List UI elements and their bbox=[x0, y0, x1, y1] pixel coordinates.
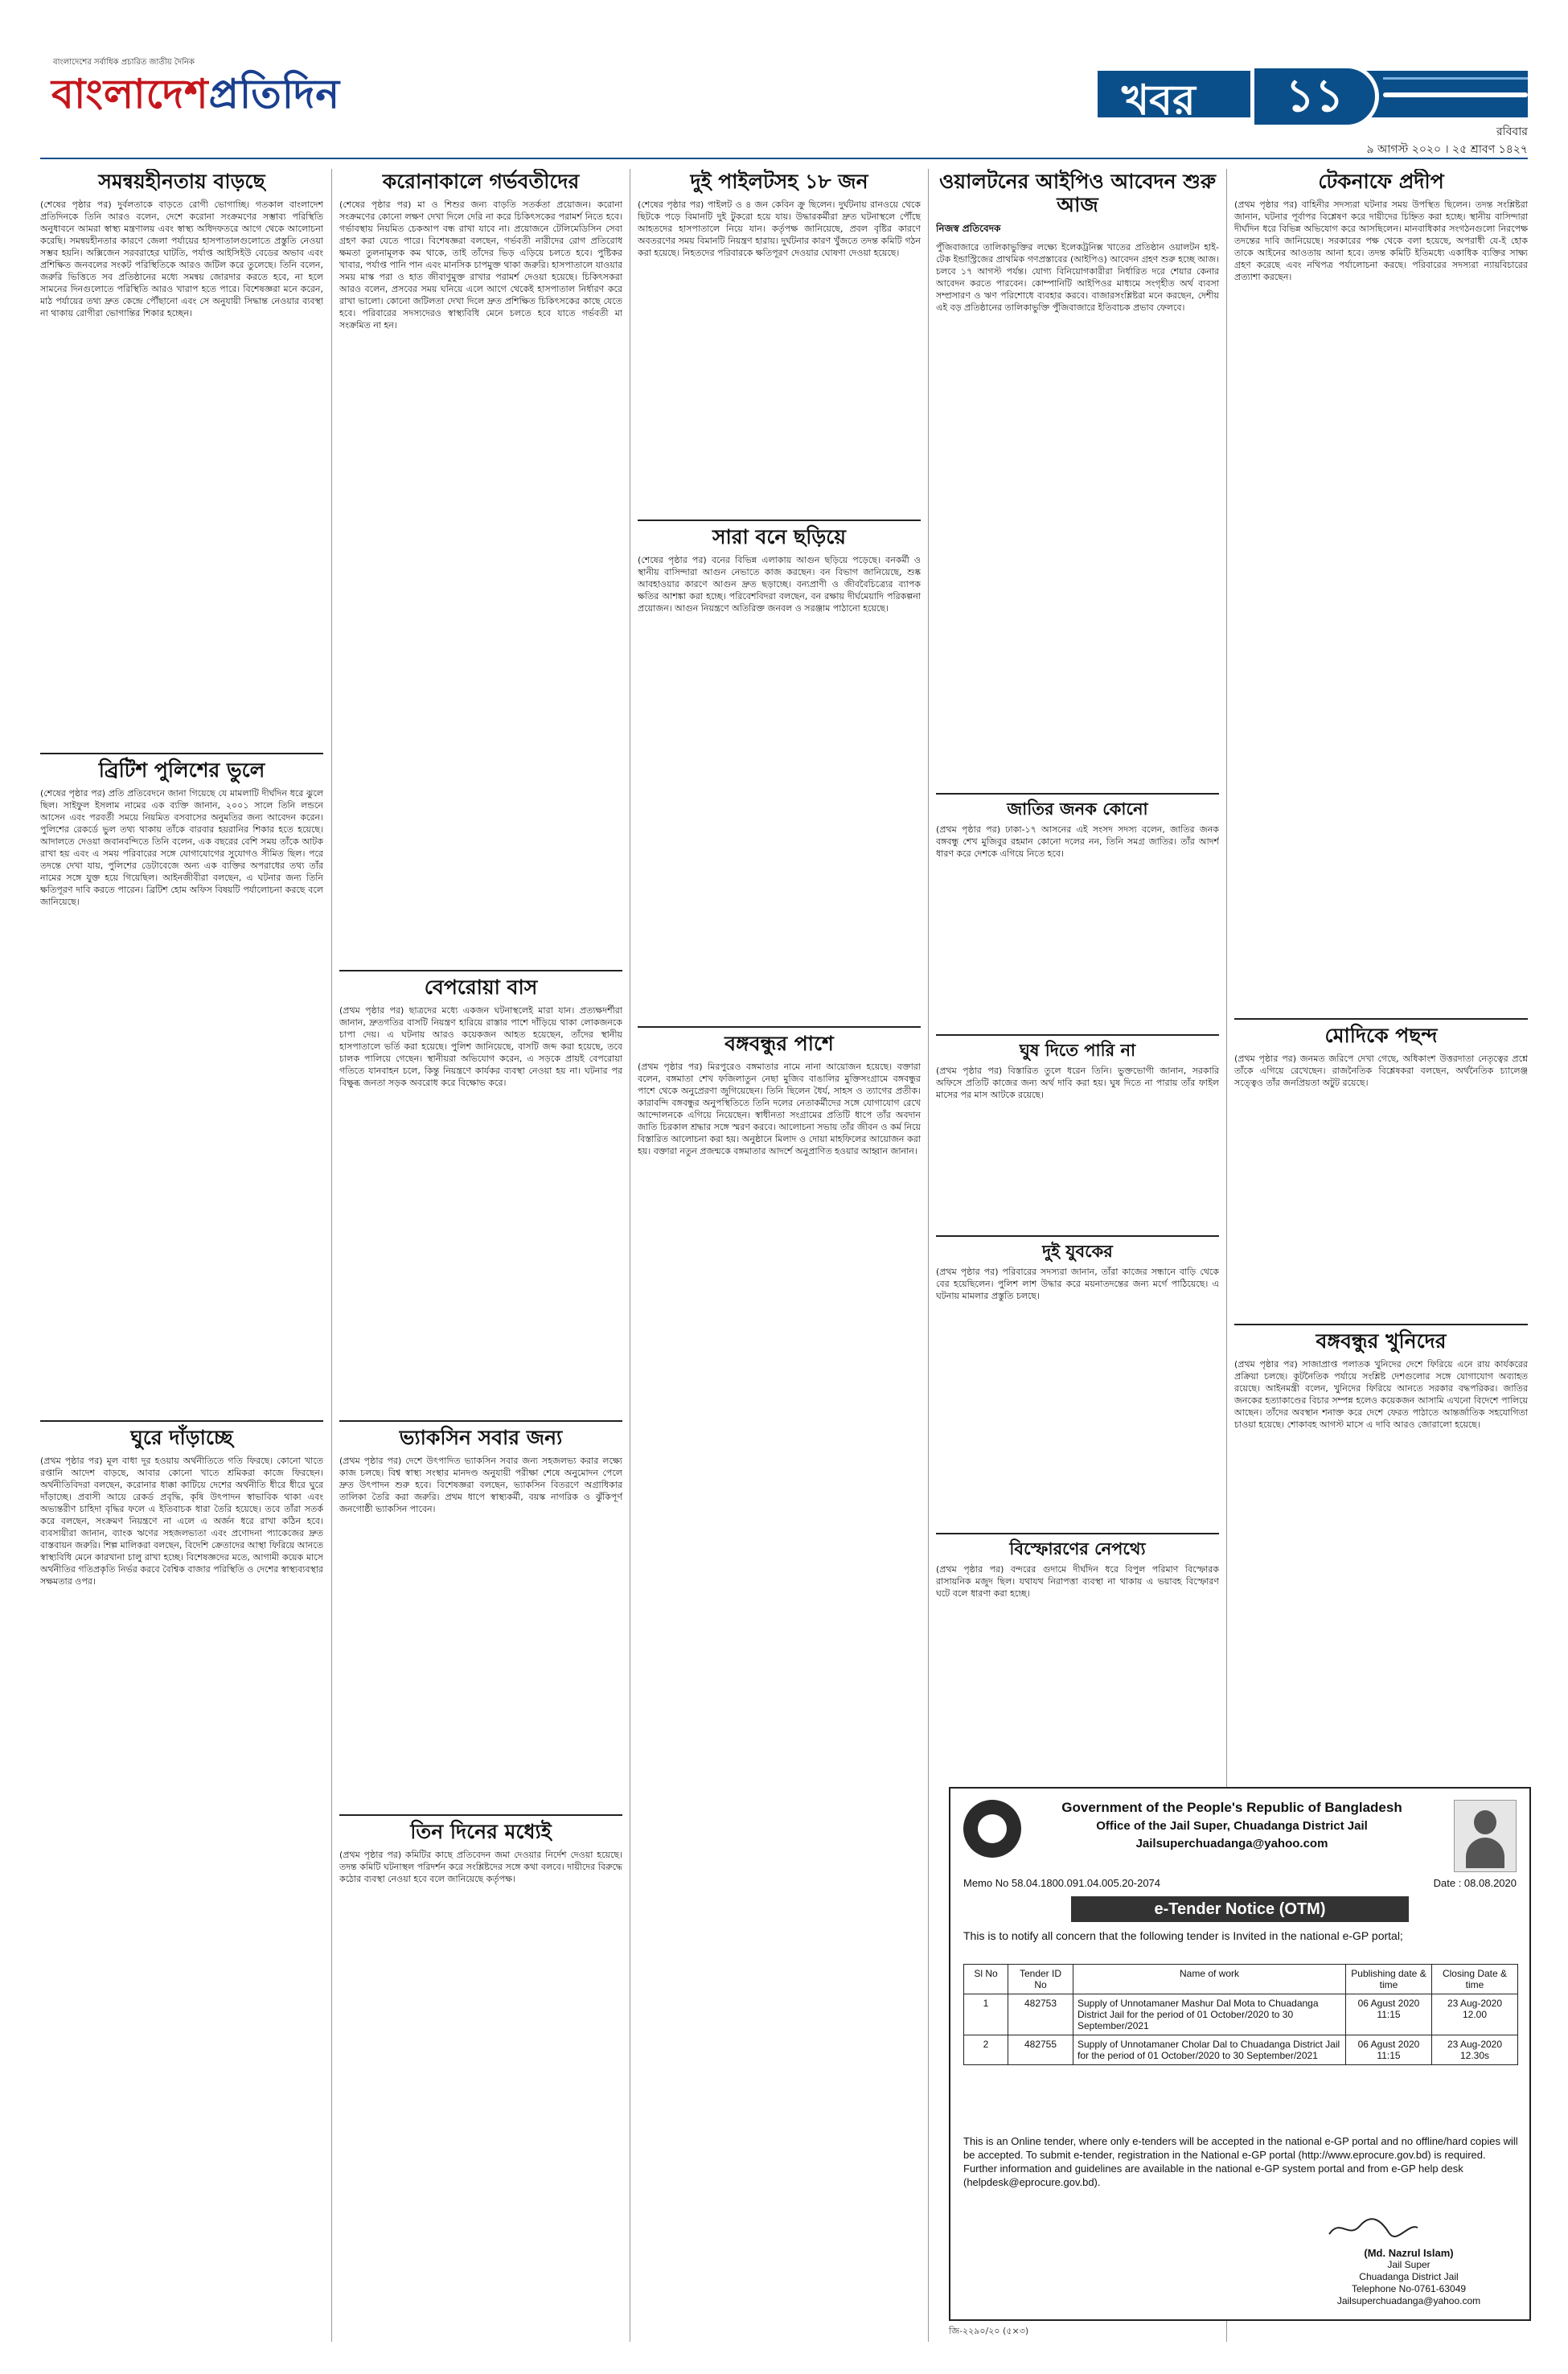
cell-publish: 06 Agust 2020 11:15 bbox=[1346, 1994, 1432, 2035]
government-seal-icon bbox=[963, 1800, 1021, 1858]
article-recovery[interactable] bbox=[40, 1415, 323, 2340]
article-two-pilots[interactable] bbox=[638, 169, 921, 507]
article-body: (প্রথম পৃষ্ঠার পর) সাজাপ্রাপ্ত পলাতক খুনিদের দেশে ফিরিয়ে এনে রায় কার্যকরের প্রক্রিয়া চলছে। কূটনৈতিক পর্যায়ে সংশ্লিষ্ট দেশগুলোর সঙ্গে যোগাযোগ অব্যাহত রয়েছে। আইনমন্ত্রী বলেন, খুনিদের ফিরিয়ে আনতে সরকার বদ্ধপরিকর। জাতির জনকের হত্যাকাণ্ডের বিচার সম্পন্ন হলেও কয়েকজন আসামি এখনো বিদেশে পালিয়ে আছেন। তাঁদের অবস্থান শনাক্ত করে দেশে ফেরত পাঠাতে আন্তর্জাতিক সহযোগিতা চাওয়া হয়েছে। শোকাবহ আগস্ট মাসে এ দাবি আরও জোরালো হয়েছে। bbox=[1234, 1358, 1528, 1430]
article-headline: ওয়ালটনের আইপিও আবেদন শুরু আজ bbox=[938, 170, 1217, 216]
masthead bbox=[0, 0, 1568, 156]
col-header: Name of work bbox=[1073, 1965, 1346, 1994]
column-divider bbox=[928, 169, 929, 2342]
tender-notice bbox=[949, 1787, 1531, 2321]
signer-email: Jailsuperchuadanga@yahoo.com bbox=[1336, 2295, 1481, 2306]
cell-close: 23 Aug-2020 12.30s bbox=[1432, 2035, 1518, 2065]
article-body: (শেষের পৃষ্ঠার পর) দুর্বলতাকে বাড়তে রোগী ভোগাচ্ছি। গতকাল বাংলাদেশ প্রতিদিনকে তিনি আরও বলেন, দেশে করোনা সংক্রমণের সম্ভাব্য পরিস্থিতি অনুধাবনে আমরা স্বাস্থ্য মন্ত্রণালয় এবং স্বাস্থ্য অধিদফতরে আগে থেকে আলোচনা করেছি। সমন্বয়হীনতার কারণে জেলা পর্যায়ের হাসপাতালগুলোতে প্রস্তুতি নেওয়া সম্ভব হয়নি। অক্সিজেন সরবরাহের ঘাটতি, পর্যাপ্ত আইসিইউ বেডের অভাব এবং প্রশিক্ষিত জনবলের সংকট পরিস্থিতিকে আরও জটিল করে তুলেছে। তিনি বলেন, জরুরি ভিত্তিতে সব প্রতিষ্ঠানের মধ্যে সমন্বয় জোরদার করতে হবে, না হলে সামনের দিনগুলোতে পরিস্থিতি আরও খারাপ হতে পারে। বিশেষজ্ঞরা মনে করেন, মাঠ পর্যায়ের তথ্য দ্রুত কেন্দ্রে পৌঁছানো এবং সে অনুযায়ী সিদ্ধান্ত নেওয়ার ব্যবস্থা না থাকায় রোগীরা ভোগান্তির শিকার হচ্ছেন। bbox=[40, 199, 323, 318]
article-vaccine[interactable] bbox=[339, 1415, 622, 1801]
article-body: (প্রথম পৃষ্ঠার পর) মূল বাধা দূর হওয়ায় অর্থনীতিতে গতি ফিরছে। কোনো খাতে রপ্তানি আদেশ বাড়ছে, আবার কোনো খাতে শ্রমিকরা কাজে ফিরছেন। অর্থনীতিবিদরা বলছেন, করোনার ধাক্কা কাটিয়ে দেশের অর্থনীতি ধীরে ধীরে ঘুরে দাঁড়াচ্ছে। প্রবাসী আয়ে রেকর্ড প্রবৃদ্ধি, কৃষি উৎপাদন স্বাভাবিক থাকা এবং অভ্যন্তরীণ চাহিদা বৃদ্ধির ফলে এ ইতিবাচক ধারা তৈরি হয়েছে। তবে তাঁরা সতর্ক করে বলছেন, সংক্রমণ নিয়ন্ত্রণে না এলে এ অর্জন ধরে রাখা কঠিন হবে। ব্যবসায়ীরা জানান, ব্যাংক ঋণের সহজলভ্যতা এবং প্রণোদনা প্যাকেজের দ্রুত বাস্তবায়ন জরুরি। শিল্প মালিকরা বলছেন, বিদেশি ক্রেতাদের আস্থা ফিরিয়ে আনতে স্বাস্থ্যবিধি মেনে কারখানা চালু রাখা হচ্ছে। বিশেষজ্ঞদের মতে, আগামী কয়েক মাসে অর্থনীতির গতিপ্রকৃতি নির্ভর করবে বৈশ্বিক বাজার পরিস্থিতি ও দেশের স্বাস্থ্যব্যবস্থার সক্ষমতার ওপর। bbox=[40, 1455, 323, 1587]
col-header: Sl No bbox=[964, 1965, 1008, 1994]
article-walton-ipo[interactable] bbox=[936, 169, 1219, 780]
signer-phone: Telephone No-0761-63049 bbox=[1351, 2283, 1467, 2294]
article-three-days[interactable] bbox=[339, 1809, 622, 2340]
article-headline: জাতির জনক কোনো bbox=[1007, 799, 1148, 819]
signature-icon bbox=[1324, 2215, 1421, 2242]
signer-org: Chuadanga District Jail bbox=[1359, 2271, 1459, 2282]
article-headline: ঘুরে দাঁড়াচ্ছে bbox=[130, 1426, 233, 1449]
article-two-youths[interactable] bbox=[936, 1230, 1219, 1520]
portrait-image bbox=[1454, 1800, 1517, 1872]
article-explosion[interactable] bbox=[936, 1528, 1219, 1777]
divider bbox=[40, 753, 323, 754]
article-body: (প্রথম পৃষ্ঠার পর) মিরপুরেও বঙ্গমাতার নামে নানা আয়োজন হয়েছে। বক্তারা বলেন, বঙ্গমাতা শেখ ফজিলাতুন নেছা মুজিব বাঙালির মুক্তিসংগ্রামে বঙ্গবন্ধুর পাশে থেকে অনুপ্রেরণা জুগিয়েছেন। তিনি ছিলেন ধৈর্য, সাহস ও ত্যাগের প্রতীক। কারাবন্দি বঙ্গবন্ধুর অনুপস্থিতিতে তিনি দলের নেতাকর্মীদের সঙ্গে যোগাযোগ রেখে আন্দোলনকে এগিয়ে নিয়েছেন। স্বাধীনতা সংগ্রামের প্রতিটি ধাপে তাঁর অবদান জাতি চিরকাল শ্রদ্ধার সঙ্গে স্মরণ করবে। আলোচনা সভায় তাঁর জীবন ও কর্ম নিয়ে বিস্তারিত আলোচনা করা হয়। অনুষ্ঠানে মিলাদ ও দোয়া মাহফিলের আয়োজন করা হয়। বক্তারা নতুন প্রজন্মকে বঙ্গমাতার আদর্শে অনুপ্রাণিত হওয়ার আহ্বান জানান। bbox=[638, 1061, 921, 1156]
page-number: ১১ bbox=[1250, 64, 1379, 129]
article-teknaf[interactable] bbox=[1234, 169, 1528, 1005]
article-body: (শেষের পৃষ্ঠার পর) মা ও শিশুর জন্য বাড়তি সতর্কতা প্রয়োজন। করোনা সংক্রমণের কোনো লক্ষণ দেখা দিলে দেরি না করে চিকিৎসকের পরামর্শ নিতে হবে। গর্ভাবস্থায় নিয়মিত চেকআপ বন্ধ রাখা যাবে না। প্রয়োজনে টেলিমেডিসিন সেবা গ্রহণ করা যেতে পারে। বিশেষজ্ঞরা বলছেন, গর্ভবতী নারীদের রোগ প্রতিরোধ ক্ষমতা তুলনামূলক কম থাকে, তাই তাঁদের ভিড় এড়িয়ে চলতে হবে। পুষ্টিকর খাবার, পর্যাপ্ত পানি পান এবং মানসিক চাপমুক্ত থাকা জরুরি। হাসপাতালে যাওয়ার সময় মাস্ক পরা ও হাত জীবাণুমুক্ত রাখার পরামর্শ দেওয়া হয়েছে। চিকিৎসকরা আরও বলেন, প্রসবের সময় ঘনিয়ে এলে আগে থেকেই হাসপাতাল নির্ধারণ করে রাখা ভালো। কোনো জটিলতা দেখা দিলে দ্রুত প্রশিক্ষিত চিকিৎসকের কাছে যেতে হবে। পরিবারের সদস্যদেরও স্বাস্থ্যবিধি মেনে চলতে হবে যাতে গর্ভবতী মা সংক্রমিত না হন। bbox=[339, 199, 622, 331]
article-body: (প্রথম পৃষ্ঠার পর) পরিবারের সদস্যরা জানান, তাঁরা কাজের সন্ধানে বাড়ি থেকে বের হয়েছিলেন। পুলিশ লাশ উদ্ধার করে ময়নাতদন্তের জন্য মর্গে পাঠিয়েছে। এ ঘটনায় মামলার প্রস্তুতি চলছে। bbox=[936, 1267, 1219, 1302]
header-rule bbox=[40, 158, 1528, 159]
table-row bbox=[964, 1994, 1518, 2035]
article-headline: বঙ্গবন্ধুর খুনিদের bbox=[1316, 1329, 1447, 1353]
col-header: Tender ID No bbox=[1008, 1965, 1073, 1994]
article-headline: বিস্ফোরণের নেপথ্যে bbox=[1009, 1538, 1146, 1559]
article-byline: নিজস্ব প্রতিবেদক bbox=[936, 222, 1001, 234]
logo-part1: বাংলাদেশ bbox=[51, 70, 209, 117]
article-headline: করোনাকালে গর্ভবতীদের bbox=[382, 170, 580, 193]
divider bbox=[936, 1235, 1219, 1237]
divider bbox=[638, 1026, 921, 1028]
article-headline: টেকনাফে প্রদীপ bbox=[1318, 170, 1444, 193]
ad-reference: জি-২২৯০/২০ (৫×৩) bbox=[949, 2326, 1029, 2336]
cell-sl: 1 bbox=[964, 1994, 1008, 2035]
article-headline: ভ্যাকসিন সবার জন্য bbox=[399, 1426, 563, 1449]
tender-government: Government of the People's Republic of Bangladesh bbox=[1061, 1800, 1402, 1815]
col-header: Closing Date & time bbox=[1432, 1965, 1518, 1994]
cell-sl: 2 bbox=[964, 2035, 1008, 2065]
banner-swoosh bbox=[1383, 92, 1528, 97]
article-killers[interactable] bbox=[1234, 1319, 1528, 1777]
article-headline: তিন দিনের মধ্যেই bbox=[410, 1820, 552, 1843]
article-body: (প্রথম পৃষ্ঠার পর) জনমত জরিপে দেখা গেছে, অধিকাংশ উত্তরদাতা নেতৃত্বের প্রশ্নে তাঁকে এগিয়ে রেখেছেন। রাজনৈতিক বিশ্লেষকরা বলছেন, অর্থনৈতিক চ্যালেঞ্জ সত্ত্বেও তাঁর জনপ্রিয়তা অটুট রয়েছে। bbox=[1234, 1053, 1528, 1088]
cell-work: Supply of Unnotamaner Mashur Dal Mota to Chuadanga District Jail for the period of 01 October/2020 to 30 September/2021 bbox=[1073, 1994, 1346, 2035]
date-label: ৯ আগস্ট ২০২০ । ২৫ শ্রাবণ ১৪২৭ bbox=[1366, 143, 1528, 156]
col-header: Publishing date & time bbox=[1346, 1965, 1432, 1994]
article-body: (প্রথম পৃষ্ঠার পর) কমিটির কাছে প্রতিবেদন জমা দেওয়ার নির্দেশ দেওয়া হয়েছে। তদন্ত কমিটি ঘটনাস্থল পরিদর্শন করে সংশ্লিষ্টদের সঙ্গে কথা বলবে। দায়ীদের বিরুদ্ধে কঠোর ব্যবস্থা নেওয়া হবে বলে জানিয়েছে কর্তৃপক্ষ। bbox=[339, 1849, 622, 1884]
tender-date: Date : 08.08.2020 bbox=[1433, 1877, 1517, 1889]
divider bbox=[339, 1814, 622, 1816]
column-divider bbox=[331, 169, 332, 2342]
article-headline: দুই যুবকের bbox=[1042, 1241, 1113, 1261]
cell-publish: 06 Agust 2020 11:15 bbox=[1346, 2035, 1432, 2065]
signer-name: (Md. Nazrul Islam) bbox=[1364, 2247, 1454, 2259]
article-body: (প্রথম পৃষ্ঠার পর) দেশে উৎপাদিত ভ্যাকসিন সবার জন্য সহজলভ্য করার লক্ষ্যে কাজ চলছে। বিশ্ব স্বাস্থ্য সংস্থার মানদণ্ড অনুযায়ী পরীক্ষা শেষে অনুমোদন পেলে দ্রুত উৎপাদন শুরু হবে। বিশেষজ্ঞরা বলছেন, ভ্যাকসিন বিতরণে অগ্রাধিকার তালিকা তৈরি করা জরুরি। প্রথম ধাপে স্বাস্থ্যকর্মী, বয়স্ক নাগরিক ও ঝুঁকিপূর্ণ জনগোষ্ঠী ভ্যাকসিন পাবেন। bbox=[339, 1455, 622, 1514]
cell-work: Supply of Unnotamaner Cholar Dal to Chuadanga District Jail for the period of 01 October/2020 to 30 September/2021 bbox=[1073, 2035, 1346, 2065]
divider bbox=[936, 793, 1219, 795]
article-pregnant-women[interactable] bbox=[339, 169, 622, 957]
tender-footer: This is an Online tender, where only e-tenders will be accepted in the national e-GP portal and no offline/hard copies will be accepted. To submit e-tender, registration in the National e-GP portal (http://www.eprocure.gov.bd) is required. Further information and guidelines are available in the national e-GP system portal and from e-GP help desk (helpdesk@eprocure.gov.bd). bbox=[963, 2135, 1518, 2188]
divider bbox=[1234, 1324, 1528, 1325]
tender-signer bbox=[1304, 2247, 1513, 2307]
divider bbox=[638, 520, 921, 521]
table-row bbox=[964, 2035, 1518, 2065]
article-body: (শেষের পৃষ্ঠার পর) বনের বিভিন্ন এলাকায় আগুন ছড়িয়ে পড়েছে। বনকর্মী ও স্থানীয় বাসিন্দারা আগুন নেভাতে কাজ করছেন। বন বিভাগ জানিয়েছে, শুষ্ক আবহাওয়ার কারণে আগুন দ্রুত ছড়াচ্ছে। বন্যপ্রাণী ও জীববৈচিত্র্যের ব্যাপক ক্ষতির আশঙ্কা করা হচ্ছে। পরিবেশবিদরা বলছেন, বন রক্ষায় দীর্ঘমেয়াদি পরিকল্পনা প্রয়োজন। আগুন নিয়ন্ত্রণে অতিরিক্ত জনবল ও সরঞ্জাম পাঠানো হয়েছে। bbox=[638, 554, 921, 614]
article-body: (শেষের পৃষ্ঠার পর) প্রতি প্রতিবেদনে জানা গিয়েছে যে মামলাটি দীর্ঘদিন ধরে ঝুলে ছিল। সাইফুল ইসলাম নামের এক ব্যক্তি জানান, ২০০১ সালে তিনি লন্ডনে আসেন এবং পরবর্তী সময়ে নিয়মিত বসবাসের অনুমতির জন্য আবেদন করেন। পুলিশের রেকর্ডে ভুল তথ্য থাকায় তাঁকে বারবার হয়রানির শিকার হতে হয়েছে। আদালতে দেওয়া জবানবন্দিতে তিনি বলেন, এক বছরের বেশি সময় তাঁকে আটক রাখা হয় এবং এ সময় পরিবারের সঙ্গে যোগাযোগের সুযোগও সীমিত ছিল। পরে তদন্তে দেখা যায়, পুলিশের ডেটাবেজে অন্য এক ব্যক্তির অপরাধের তথ্য তাঁর নামের সঙ্গে যুক্ত হয়ে গিয়েছিল। আইনজীবীরা বলছেন, এ ঘটনার জন্য তিনি ক্ষতিপূরণ দাবি করতে পারেন। ব্রিটিশ হোম অফিস বিষয়টি পর্যালোচনা করছে বলে জানিয়েছে। bbox=[40, 787, 323, 907]
article-headline: ব্রিটিশ পুলিশের ভুলে bbox=[98, 758, 265, 782]
article-headline: দুই পাইলটসহ ১৮ জন bbox=[690, 170, 868, 193]
article-headline: সমন্বয়হীনতায় বাড়ছে bbox=[98, 170, 265, 193]
banner-stripe bbox=[1383, 77, 1528, 80]
tender-office: Office of the Jail Super, Chuadanga District Jail bbox=[1096, 1819, 1368, 1833]
article-body: (শেষের পৃষ্ঠার পর) পাইলট ও ৪ জন কেবিন ক্রু ছিলেন। দুর্ঘটনায় রানওয়ে থেকে ছিটকে পড়ে বিমানটি দুই টুকরো হয়ে যায়। উদ্ধারকর্মীরা দ্রুত ঘটনাস্থলে পৌঁছে আহতদের হাসপাতালে নিয়ে যান। কর্তৃপক্ষ জানিয়েছে, প্রবল বৃষ্টির কারণে অবতরণের সময় বিমানটি নিয়ন্ত্রণ হারায়। দুর্ঘটনার কারণ খুঁজতে তদন্ত কমিটি গঠন করা হয়েছে। নিহতদের পরিবারকে ক্ষতিপূরণ দেওয়ার ঘোষণা দেওয়া হয়েছে। bbox=[638, 199, 921, 258]
signer-title: Jail Super bbox=[1387, 2259, 1430, 2270]
article-british-police[interactable] bbox=[40, 748, 323, 1407]
tender-memo: Memo No 58.04.1800.091.04.005.20-2074 bbox=[963, 1877, 1161, 1889]
article-body: পুঁজিবাজারে তালিকাভুক্তির লক্ষ্যে ইলেকট্রনিক্স খাতের প্রতিষ্ঠান ওয়ালটন হাই-টেক ইন্ডাস্ট্রিজের প্রাথমিক গণপ্রস্তাবের (আইপিও) আবেদন গ্রহণ শুরু হচ্ছে আজ। চলবে ১৭ আগস্ট পর্যন্ত। যোগ্য বিনিয়োগকারীরা নির্ধারিত দরে শেয়ার কেনার আবেদন করতে পারবেন। কোম্পানিটি আইপিওর মাধ্যমে সংগৃহীত অর্থ ব্যবসা সম্প্রসারণ ও ঋণ পরিশোধে ব্যবহার করবে। বাজারসংশ্লিষ্টরা মনে করছেন, দেশীয় এই বড় প্রতিষ্ঠানের তালিকাভুক্তি পুঁজিবাজারে ইতিবাচক প্রভাব ফেলবে। bbox=[936, 241, 1219, 313]
article-headline: ঘুষ দিতে পারি না bbox=[1019, 1040, 1136, 1060]
section-title: খবর bbox=[1122, 76, 1196, 125]
article-body: (প্রথম পৃষ্ঠার পর) ঢাকা-১৭ আসনের এই সংসদ সদস্য বলেন, জাতির জনক বঙ্গবন্ধু শেখ মুজিবুর রহমান কোনো দলের নন, তিনি সমগ্র জাতির। তাঁর আদর্শ ধারণ করে দেশকে এগিয়ে নিতে হবে। bbox=[936, 824, 1219, 860]
divider bbox=[936, 1034, 1219, 1036]
article-headline: মোদিকে পছন্দ bbox=[1324, 1024, 1438, 1047]
article-headline: বেপরোয়া বাস bbox=[424, 975, 538, 999]
cell-tender-id: 482753 bbox=[1008, 1994, 1073, 2035]
divider bbox=[936, 1533, 1219, 1534]
article-modi[interactable] bbox=[1234, 1013, 1528, 1311]
article-body: (প্রথম পৃষ্ঠার পর) ছাত্রদের মধ্যে একজন ঘটনাস্থলেই মারা যান। প্রত্যক্ষদর্শীরা জানান, দ্রুতগতির বাসটি নিয়ন্ত্রণ হারিয়ে রাস্তার পাশে দাঁড়িয়ে থাকা লোকজনকে চাপা দেয়। এ ঘটনায় আরও কয়েকজন আহত হয়েছেন, তাঁদের স্থানীয় হাসপাতালে ভর্তি করা হয়েছে। পুলিশ জানিয়েছে, বাসটি জব্দ করা হয়েছে, তবে চালক পালিয়ে গেছেন। স্থানীয়রা অভিযোগ করেন, এ সড়কে প্রায়ই বেপরোয়া গতিতে যানবাহন চলে, কিন্তু নিয়ন্ত্রণে কার্যকর ব্যবস্থা নেওয়া হয় না। ঘটনার পর বিক্ষুব্ধ জনতা সড়ক অবরোধ করে বিক্ষোভ করে। bbox=[339, 1004, 622, 1088]
tender-email: Jailsuperchuadanga@yahoo.com bbox=[1135, 1837, 1328, 1850]
article-headline: সারা বনে ছড়িয়ে bbox=[712, 525, 846, 548]
article-bangabandhu-side[interactable] bbox=[638, 1021, 921, 2340]
article-body: (প্রথম পৃষ্ঠার পর) বিস্তারিত তুলে ধরেন তিনি। ভুক্তভোগী জানান, সরকারি অফিসে প্রতিটি কাজের জন্য অর্থ দাবি করা হয়। ঘুষ দিতে না পারায় তাঁর ফাইল মাসের পর মাস আটকে রয়েছে। bbox=[936, 1066, 1219, 1101]
divider bbox=[339, 970, 622, 971]
article-body: (প্রথম পৃষ্ঠার পর) বন্দরের গুদামে দীর্ঘদিন ধরে বিপুল পরিমাণ বিস্ফোরক রাসায়নিক মজুদ ছিল। যথাযথ নিরাপত্তা ব্যবস্থা না থাকায় এ ভয়াবহ বিস্ফোরণ ঘটে বলে ধারণা করা হচ্ছে। bbox=[936, 1564, 1219, 1600]
logo-part2: প্রতিদিন bbox=[208, 70, 341, 117]
divider bbox=[1234, 1018, 1528, 1020]
tagline: বাংলাদেশের সর্বাধিক প্রচারিত জাতীয় দৈনিক bbox=[53, 58, 195, 67]
divider bbox=[40, 1420, 323, 1422]
cell-tender-id: 482755 bbox=[1008, 2035, 1073, 2065]
article-body: (প্রথম পৃষ্ঠার পর) বাহিনীর সদস্যরা ঘটনার সময় উপস্থিত ছিলেন। তদন্ত সংশ্লিষ্টরা জানান, ঘটনার পূর্বাপর বিশ্লেষণ করে দায়ীদের চিহ্নিত করা হচ্ছে। স্থানীয় বাসিন্দারা দীর্ঘদিন ধরে বিভিন্ন অভিযোগ করে আসছিলেন। মানবাধিকার সংগঠনগুলো নিরপেক্ষ তদন্তের দাবি জানিয়েছে। সরকারের পক্ষ থেকে বলা হয়েছে, অপরাধী যে-ই হোক তাকে আইনের আওতায় আনা হবে। তদন্ত কমিটি ইতিমধ্যে একাধিক ব্যক্তির সাক্ষ্য গ্রহণ করেছে এবং নথিপত্র পর্যালোচনা করছে। পরিবারের সদস্যরা ন্যায়বিচারের প্রত্যাশা করছেন। bbox=[1234, 199, 1528, 282]
article-headline: বঙ্গবন্ধুর পাশে bbox=[724, 1032, 834, 1055]
newspaper-logo bbox=[51, 64, 340, 131]
article-father-nation[interactable] bbox=[936, 788, 1219, 1021]
tender-intro: This is to notify all concern that the following tender is Invited in the national e-GP portal; bbox=[963, 1929, 1403, 1942]
article-reckless-bus[interactable] bbox=[339, 965, 622, 1407]
tender-banner: e-Tender Notice (OTM) bbox=[1071, 1896, 1409, 1922]
article-coordination[interactable] bbox=[40, 169, 323, 740]
cell-close: 23 Aug-2020 12.00 bbox=[1432, 1994, 1518, 2035]
article-forest-fire[interactable] bbox=[638, 515, 921, 1013]
tender-table bbox=[963, 1964, 1518, 2065]
day-label: রবিবার bbox=[1496, 125, 1528, 138]
divider bbox=[339, 1420, 622, 1422]
article-bribe[interactable] bbox=[936, 1029, 1219, 1222]
table-header-row bbox=[964, 1965, 1518, 1994]
